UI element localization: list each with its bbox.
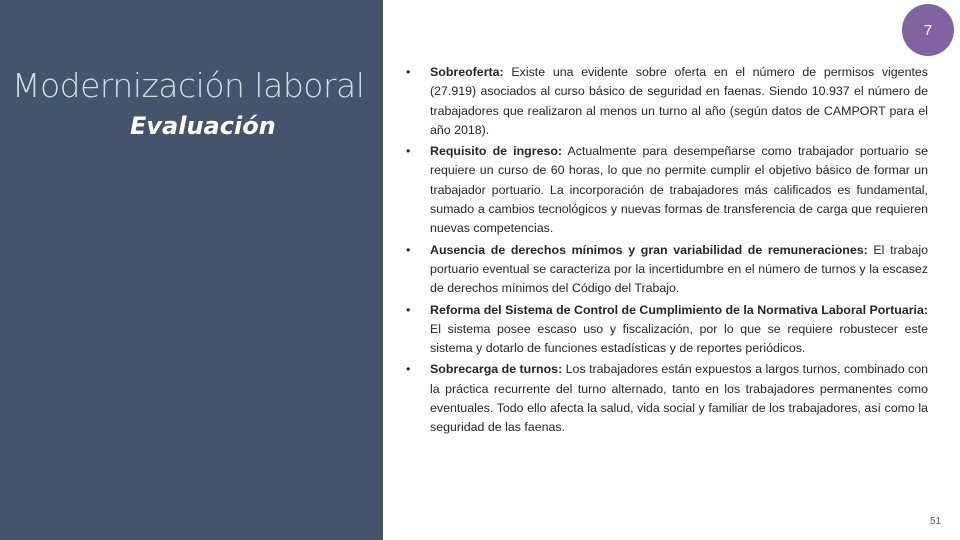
bullet-list [406,63,928,440]
bullet-text: Actualmente para desempeñarse como trabajador portuario se requiere un curso de 60 horas, lo que no permite cumplir el objetivo básico de formar un trabajador portuario. La incorporación de trabajadores más calificados es fundamental, sumado a cambios tecnológicos y nuevas formas de transferencia de carga que requieren nuevas competencias. [430,144,928,236]
bullet-item [406,301,928,359]
bullet-text: El sistema posee escaso uso y fiscalización, por lo que se requiere robustecer este sistema y dotarlo de funciones estadísticas y de reportes periódicos. [430,321,928,356]
slide-number-badge [902,4,954,56]
bullet-dot: • [406,302,411,317]
bullet-term: Sobreoferta: [430,65,504,79]
bullet-dot: • [406,65,411,79]
bullet-dot: • [406,362,411,377]
page-number: 51 [930,516,942,527]
bullet-text: El trabajo portuario eventual se caracteriza por la incertidumbre en el número de turnos y la escasez de derechos mínimos del Código del Trabajo. [430,242,928,296]
left-panel [0,0,383,540]
slide-title: Modernización laboral [12,66,365,105]
bullet-item [406,63,928,140]
bullet-dot: • [406,144,411,159]
bullet-item [406,241,928,299]
bullet-item [406,142,928,238]
bullet-item [406,360,928,437]
bullet-dot: • [406,242,411,257]
bullet-term: Reforma del Sistema de Control de Cumplimiento de la Normativa Laboral Portuaria: [430,302,928,317]
bullet-term: Requisito de ingreso: [430,144,563,159]
bullet-text: Los trabajadores están expuestos a largos turnos, combinado con la práctica recurrente del turno alternado, tanto en los trabajadores permanentes como eventuales. Todo ello afecta la salud, vida social y familiar de los trabajadores, así como la seguridad de las faenas. [430,362,929,435]
bullet-term: Ausencia de derechos mínimos y gran variabilidad de remuneraciones: [430,242,868,257]
bullet-term: Sobrecarga de turnos: [430,362,563,377]
slide-subtitle: Evaluación [130,112,276,140]
slide-number: 7 [923,21,933,39]
bullet-text: Existe una evidente sobre oferta en el número de permisos vigentes (27.919) asociados al curso básico de seguridad en faenas. Siendo 10.937 el número de trabajadores que realizaron al menos un turno al año (según datos de CAMPORT para el año 2018). [430,65,928,137]
